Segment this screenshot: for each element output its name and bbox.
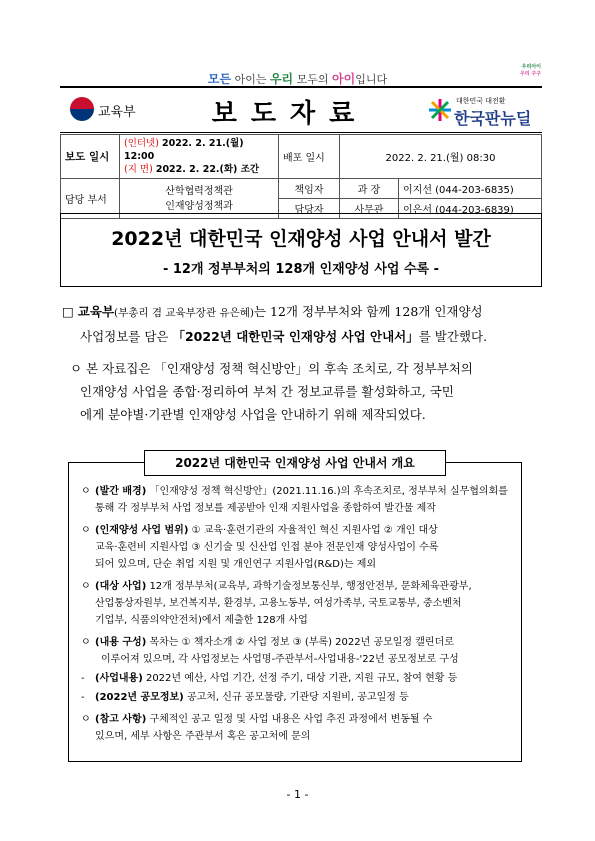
list-item: ㅇ (인재양성 사업 범위) ① 교육·훈련기관의 자율적인 혁신 지원사업 ② 개인 대상 교육·훈련비 지원사업 ③ 신기술 및 신산업 인접 분야 전문인재 양성사업이 수록 되어 있으며, 단순 취업 지원 및 개인연구 지원사업(R&D)는 제외 <box>81 525 439 570</box>
headline-box <box>60 213 542 287</box>
release-date-label: 보도 일시 <box>61 135 120 179</box>
department-cell: 산학협력정책관 인재양성정책과 <box>120 179 279 219</box>
list-item: ㅇ (대상 사업) 12개 정부부처(교육부, 과학기술정보통신부, 행정안전부, 문화체육관광부, 산업통상자원부, 보건복지부, 환경부, 고용노동부, 여성가족부, 국토교통부, 중소벤처 기업부, 식품의약안전처)에서 제출한 128개 사업 <box>81 581 472 626</box>
release-info-table <box>60 134 542 219</box>
korean-new-deal-logo: 대한민국 대전환 한국판뉴딜 <box>426 94 538 128</box>
list-item: ㅇ (내용 구성) 목차는 ① 책자소개 ② 사업 정보 ③ (부록) 2022년 공모일정 캘린더로 이루어져 있으며, 각 사업정보는 사업명-주관부서-사업내용-'22년 공모정보로 구성 <box>81 637 459 665</box>
lead-paragraph: □ 교육부(부총리 겸 교육부장관 유은혜)는 12개 정부부처와 함께 128개 인재양성 사업정보를 담은 「2022년 대한민국 인재양성 사업 안내서」를 발간했다. <box>62 304 488 344</box>
department-label: 담당 부서 <box>61 179 120 219</box>
ministry-name: 교육부 <box>98 105 136 120</box>
slogan: 모든 아이는 우리 모두의 아이입니다 <box>207 72 388 86</box>
distribution-date-label: 배포 일시 <box>279 135 340 179</box>
subheadline: - 12개 정부부처의 128개 인재양성 사업 수록 - <box>162 262 440 277</box>
release-date-cell: (인터넷) 2022. 2. 21.(월) 12:00 (지 면) 2022. 2. 22.(화) 조간 <box>120 135 279 179</box>
summary-box <box>68 456 522 762</box>
sub-list-item: - (2022년 공모정보) 공고처, 신규 공모물량, 기관당 지원비, 공고일정 등 <box>81 692 409 703</box>
staff-contact: 이은서 (044-203-6839) <box>399 199 542 219</box>
detail-paragraph: ㅇ 본 자료집은 「인재양성 정책 혁신방안」의 후속 조치로, 각 정부부처의 인재양성 사업을 종합·정리하여 부처 간 정보교류를 활성화하고, 국민 에게 분야별·기관별 인재양성 사업을 안내하기 위해 제작되었다. <box>70 361 473 422</box>
list-item: ㅇ (참고 사항) 구체적인 공고 일정 및 사업 내용은 사업 추진 과정에서 변동될 수 있으며, 세부 사항은 주관부서 혹은 공고처에 문의 <box>81 714 433 742</box>
responsible-contact: 이지선 (044-203-6835) <box>399 179 542 199</box>
responsible-title: 과 장 <box>340 179 399 199</box>
press-release-header <box>60 86 542 133</box>
government-emblem-icon <box>70 97 94 121</box>
sub-list-item: - (사업내용) 2022년 예산, 사업 기간, 선정 주기, 대상 기관, 지원 규모, 참여 현황 등 <box>81 673 458 684</box>
page-number: - 1 - <box>286 788 309 801</box>
list-item: ㅇ (발간 배경) 「인재양성 정책 혁신방안」(2021.11.16.)의 후속조치로, 정부부처 실무협의회를 통해 각 정부부처 사업 정보를 제공받아 인재 지원사업을 종합하여 발간물 제작 <box>81 486 508 514</box>
summary-heading: 2022년 대한민국 인재양성 사업 안내서 개요 <box>144 450 446 476</box>
summary-list <box>81 483 511 750</box>
press-release-title: 보도자료 <box>211 99 369 129</box>
distribution-date: 2022. 2. 21.(월) 08:30 <box>340 135 542 179</box>
new-deal-mark-icon <box>428 98 452 122</box>
headline: 2022년 대한민국 인재양성 사업 안내서 발간 <box>111 228 491 250</box>
responsible-label: 책임자 <box>279 179 340 199</box>
staff-label: 담당자 <box>279 199 340 219</box>
staff-title: 사무관 <box>340 199 399 219</box>
kids-logo: 우리아이 우리 구구 <box>519 64 541 77</box>
